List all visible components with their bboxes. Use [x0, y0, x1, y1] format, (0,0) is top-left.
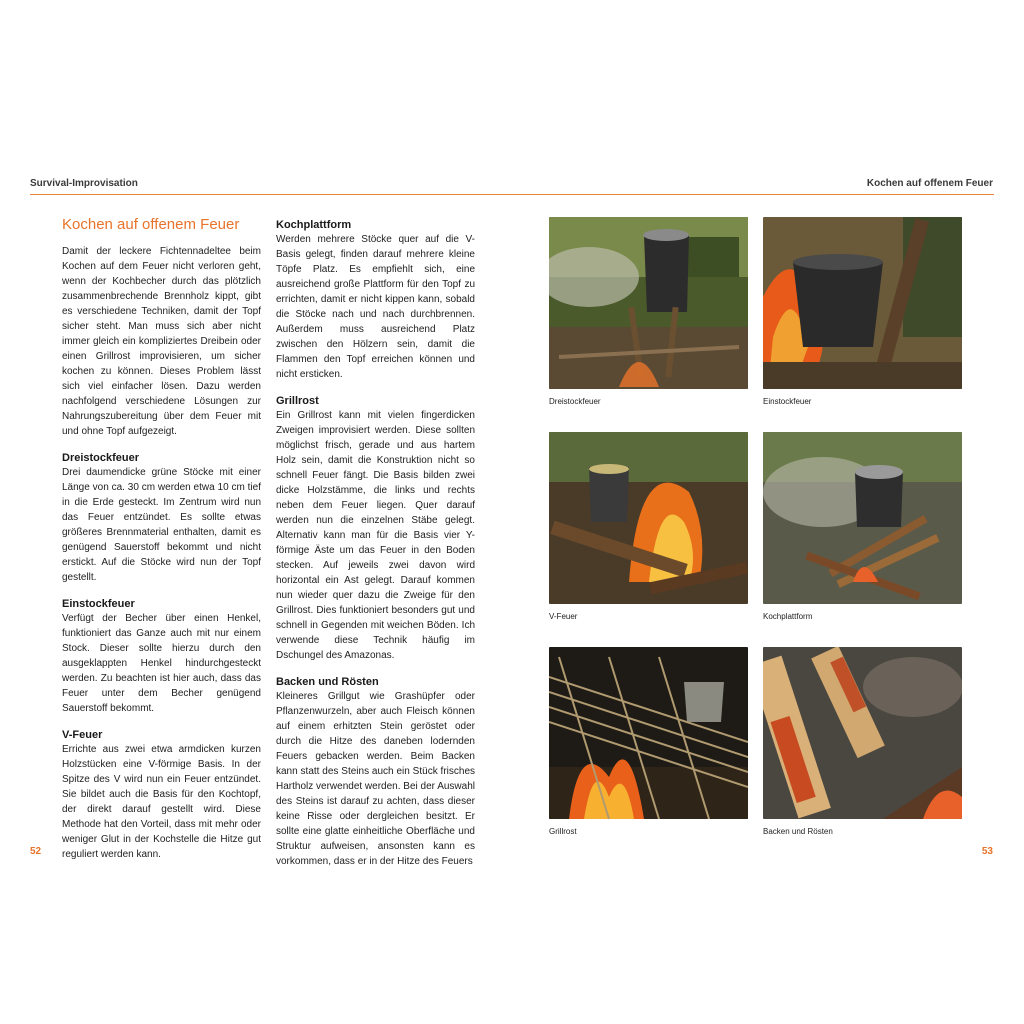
photo-backen-und-roesten [763, 647, 962, 819]
heading-v-feuer: V-Feuer [62, 729, 103, 741]
caption-dreistockfeuer: Dreistockfeuer [549, 397, 601, 406]
page-title: Kochen auf offenem Feuer [62, 216, 240, 233]
heading-grillrost: Grillrost [276, 395, 319, 407]
paragraph-v-feuer: Errichte aus zwei etwa armdicken kurzen Holzstücken eine V-förmige Basis. In der Spitze des V wird nun ein Feuer entzündet. Sie bildet auch die Basis für den Kochtopf, der direkt darauf gestellt wird. Diese Methode hat den Vorteil, dass mit mehr oder weniger Glut in der Kochstelle die Hitze gut reguliert werden kann. [62, 744, 261, 860]
paragraph-kochplattform: Werden mehrere Stöcke quer auf die V-Basis gelegt, finden darauf mehrere kleine Töpfe Platz. Es empfiehlt sich, eine ausreichend große Plattform für den Topf zu errichten, damit er nicht kippen kann, sobald die Stöcke nach und nach durchbrennen. Außerdem muss ausreichend Platz zwischen den Hölzern sein, damit die Flammen den Topf erreichen können und nicht ersticken. [276, 234, 475, 380]
text-column-left [62, 216, 261, 862]
intro-paragraph: Damit der leckere Fichtennadeltee beim Kochen auf dem Feuer nicht verloren geht, wenn der Kochbecher durch das plötzlich zusammenbrechende Brennholz kippt, gibt es verschiedene Techniken, damit der Topf sicher steht. Man muss sich aber nicht immer gleich ein kompliziertes Dreibein oder einen Grillrost improvisieren, um sicher kochen zu können. Dieses Problem lässt sich viel einfacher lösen. Dazu werden nachfolgend verschiedene Lösungen zur Nahrungszubereitung über dem Feuer mit und ohne Topf aufgezeigt. [62, 246, 261, 437]
text-column-middle [276, 216, 475, 869]
paragraph-einstockfeuer: Verfügt der Becher über einen Henkel, funktioniert das Ganze auch mit nur einem Stock. Dieser sollte hierzu durch den ausgeklappten Henkel hindurchgesteckt werden. Zu beachten ist hier auch, dass das Feuer unter dem Becher genügend Sauerstoff bekommt. [62, 613, 261, 714]
caption-backen-und-roesten: Backen und Rösten [763, 827, 833, 836]
heading-kochplattform: Kochplattform [276, 219, 352, 231]
paragraph-dreistockfeuer: Drei daumendicke grüne Stöcke mit einer Länge von ca. 30 cm werden etwa 10 cm tief in die Erde gesteckt. Im Zentrum wird nun das Feuer entzündet. Es sollte etwas größeres Brennmaterial enthalten, damit es genügend Sauerstoff bekommt und nicht erstickt. Auf die Stöcke wird nun der Topf gestellt. [62, 467, 261, 583]
caption-grillrost: Grillrost [549, 827, 577, 836]
running-head-right: Kochen auf offenem Feuer [866, 178, 993, 189]
photo-v-feuer [549, 432, 748, 604]
heading-dreistockfeuer: Dreistockfeuer [62, 452, 140, 464]
page-number-left: 52 [30, 846, 42, 857]
paragraph-grillrost: Ein Grillrost kann mit vielen fingerdicken Zweigen improvisiert werden. Diese sollten möglichst frisch, gerade und aus hartem Holz sein, damit die Konstruktion nicht so schnell Feuer fängt. Die Basis bilden zwei dicke Holzstämme, die links und rechts neben dem Feuer liegen. Quer darauf werden nun die einzelnen Stäbe gelegt. Alternativ kann man für die Basis vier Y-förmige Äste um das Feuer in den Boden stecken. Auf jeweils zwei davon wird horizontal ein Ast gelegt. Darauf kommen nun wieder quer dazu die Zweige für den Grillrost. Dies funktioniert besonders gut und schnell in Gegenden mit weichen Böden. Ich verwende diese Technik häufig im Dschungel des Amazonas. [276, 410, 475, 661]
photo-grillrost [549, 647, 748, 819]
paragraph-backen-und-roesten: Kleineres Grillgut wie Grashüpfer oder Pflanzenwurzeln, aber auch Fleisch können auf einem erhitzten Stein geröstet oder durch die Hitze des daneben lodernden Feuers gebacken werden. Beim Backen kann statt des Steins auch ein Stück frisches Hartholz verwendet werden. Bei der Auswahl des Steins ist darauf zu achten, dass dieser keine Risse oder dergleichen besitzt. Er sollte eine glatte einheitliche Oberfläche und Struktur aufweisen, ansonsten kann es vorkommen, dass er in der Hitze des Feuers [276, 691, 475, 867]
photo-dreistockfeuer [549, 217, 748, 389]
caption-kochplattform: Kochplattform [763, 612, 813, 621]
photo-einstockfeuer [763, 217, 962, 389]
caption-v-feuer: V-Feuer [549, 612, 578, 621]
page-number-right: 53 [981, 846, 993, 857]
heading-einstockfeuer: Einstockfeuer [62, 598, 135, 610]
caption-einstockfeuer: Einstockfeuer [763, 397, 812, 406]
running-head-left: Survival-Improvisation [30, 178, 138, 189]
heading-backen-und-roesten: Backen und Rösten [276, 676, 379, 688]
photo-kochplattform [763, 432, 962, 604]
header-rule [30, 194, 994, 195]
